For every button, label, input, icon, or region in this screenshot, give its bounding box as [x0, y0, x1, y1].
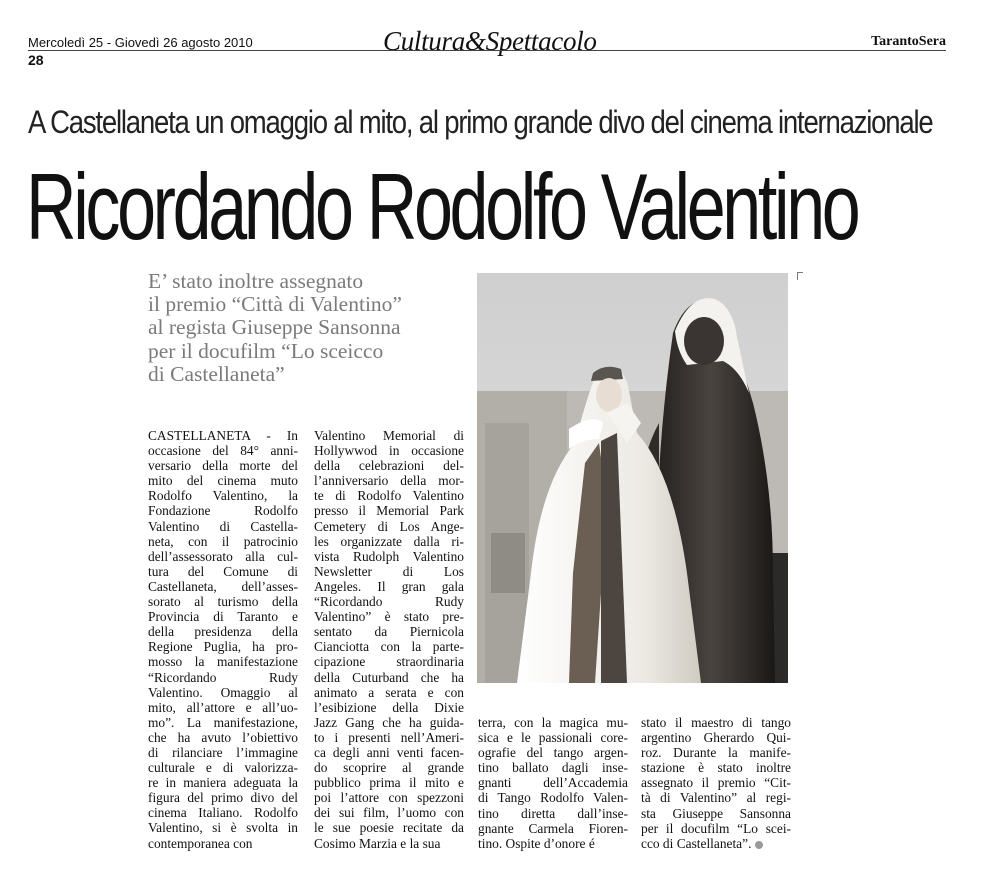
body-line: mosso la manifestazione: [148, 654, 298, 670]
column-corner-rule: [797, 272, 803, 280]
article-photo: [477, 273, 788, 683]
body-line: Fondazione Rodolfo: [148, 503, 298, 519]
end-of-article-dot: [755, 841, 763, 849]
body-line: dell’assessorato alla cul-: [148, 548, 298, 564]
masthead: [28, 26, 946, 70]
body-line: terra, con la magica mu-: [478, 715, 628, 730]
body-column-2: [314, 428, 464, 851]
body-line: Jazz Gang che ha guida-: [314, 714, 464, 730]
body-line: Valentino Memorial di: [314, 428, 464, 443]
body-line: Provincia di Taranto e: [148, 609, 298, 625]
body-line: cco di Castellaneta”.: [641, 836, 791, 851]
body-line: to i presenti nell’Ameri-: [314, 729, 464, 745]
body-line: “Ricordando Rudy: [148, 669, 298, 685]
body-line: Cianciotta con la parte-: [314, 639, 464, 655]
body-line: cipazione straordinaria: [314, 654, 464, 670]
body-line: sentato da Piernicola: [314, 624, 464, 640]
body-line: stazione è stato inoltre: [641, 760, 791, 776]
body-line: Rodolfo Valentino, la: [148, 488, 298, 504]
photo-two-figures-in-arab-costume-icon: [477, 273, 788, 683]
body-line: dei sui film, l’uomo con: [314, 805, 464, 821]
body-line: figura del primo divo del: [148, 790, 298, 806]
body-line: te di Rodolfo Valentino: [314, 488, 464, 504]
body-line: le sue poesie recitate da: [314, 820, 464, 836]
body-line: roz. Durante la manife-: [641, 745, 791, 761]
body-line: Angeles. Il gran gala: [314, 578, 464, 594]
body-line: sica e le passionali core-: [478, 730, 628, 746]
body-line: mito del cinema muto: [148, 473, 298, 489]
body-line: cinema Italiano. Rodolfo: [148, 805, 298, 821]
body-line: Castellaneta, dell’asses-: [148, 578, 298, 594]
body-line: sorato al turismo della: [148, 594, 298, 610]
body-column-4: [641, 715, 791, 851]
body-line: sta Giuseppe Sansonna: [641, 805, 791, 821]
body-line: animato a serata e con: [314, 684, 464, 700]
body-line: versario della morte del: [148, 458, 298, 474]
body-line: pubblico prima il mito e: [314, 775, 464, 791]
body-line: della presidenza della: [148, 624, 298, 640]
body-line: della Cuturband che ha: [314, 669, 464, 685]
body-line: di Tango Rodolfo Valen-: [478, 790, 628, 806]
body-line: Valentino, si è svolta in: [148, 820, 298, 836]
section-title: Cultura&Spettacolo: [383, 26, 597, 56]
body-line: tà di Valentino” al regi-: [641, 790, 791, 806]
standfirst-line: per il docufilm “Lo sceicco: [148, 338, 384, 363]
body-line: occasione del 84° anni-: [148, 443, 298, 459]
newspaper-brand: TarantoSera: [871, 34, 946, 49]
body-line: mo”. La manifestazione,: [148, 714, 298, 730]
article-headline: Ricordando Rodolfo Valentino: [26, 154, 858, 259]
body-line: Valentino” è stato pre-: [314, 609, 464, 625]
body-line: stato il maestro di tango: [641, 715, 791, 730]
body-line: di rilanciare l’immagine: [148, 744, 298, 760]
article-standfirst: [148, 270, 468, 386]
body-line: l’esibizione della Dixie: [314, 699, 464, 715]
body-line: culturale e di valorizza-: [148, 760, 298, 776]
body-line: Hollywwod in occasione: [314, 443, 464, 459]
body-line: che ha avuto l’obiettivo: [148, 729, 298, 745]
body-line: Cemetery di Los Ange-: [314, 518, 464, 534]
body-line: Valentino di Castella-: [148, 518, 298, 534]
body-line: Regione Puglia, ha pro-: [148, 639, 298, 655]
body-column-3: [478, 715, 628, 851]
body-line: assegnato il premio “Cit-: [641, 775, 791, 791]
body-line: vista Rudolph Valentino: [314, 548, 464, 564]
page-number: 28: [28, 52, 44, 68]
body-line: mito, all’attore e all’uo-: [148, 699, 298, 715]
body-line: do scoprire al grande: [314, 760, 464, 776]
masthead-rule: [28, 50, 946, 51]
body-line: contemporanea con: [148, 835, 253, 851]
body-line: “Ricordando Rudy: [314, 594, 464, 610]
body-line: l’anniversario della mor-: [314, 473, 464, 489]
body-line: neta, con il patrocinio: [148, 533, 298, 549]
article-kicker: A Castellaneta un omaggio al mito, al primo grande divo del cinema internazionale: [28, 104, 933, 140]
body-line: gnanti dell’Accademia: [478, 775, 628, 791]
standfirst-line: E’ stato inoltre assegnato: [148, 269, 364, 293]
body-line: Newsletter di Los: [314, 563, 464, 579]
body-line: Valentino. Omaggio al: [148, 684, 298, 700]
standfirst-line: di Castellaneta”: [148, 361, 285, 386]
body-line: tino diretta dall’inse-: [478, 805, 628, 821]
body-line: tura del Comune di: [148, 563, 298, 579]
standfirst-line: il premio “Città di Valentino”: [148, 292, 402, 317]
body-column-1: [148, 428, 298, 851]
body-line: tino. Ospite d’onore é: [478, 835, 595, 851]
body-line: poi l’attore con spezzoni: [314, 790, 464, 806]
body-line: argentino Gherardo Qui-: [641, 730, 791, 746]
standfirst-line: al regista Giuseppe Sansonna: [148, 315, 401, 340]
body-line: les organizzate dalla ri-: [314, 533, 464, 549]
body-line: CASTELLANETA - In: [148, 428, 298, 443]
body-line: re in maniera adeguata la: [148, 775, 298, 791]
body-line: presso il Memorial Park: [314, 503, 464, 519]
body-line: della celebrazioni del-: [314, 458, 464, 474]
body-line: ografie del tango argen-: [478, 745, 628, 761]
body-line: per il docufilm “Lo scei-: [641, 820, 791, 836]
body-line: tino ballato dagli inse-: [478, 760, 628, 776]
body-line: ca degli anni venti facen-: [314, 744, 464, 760]
issue-date: Mercoledì 25 - Giovedì 26 agosto 2010: [28, 35, 253, 50]
body-line: Cosimo Marzia e la sua: [314, 835, 441, 851]
body-line: gnante Carmela Fioren-: [478, 820, 628, 836]
